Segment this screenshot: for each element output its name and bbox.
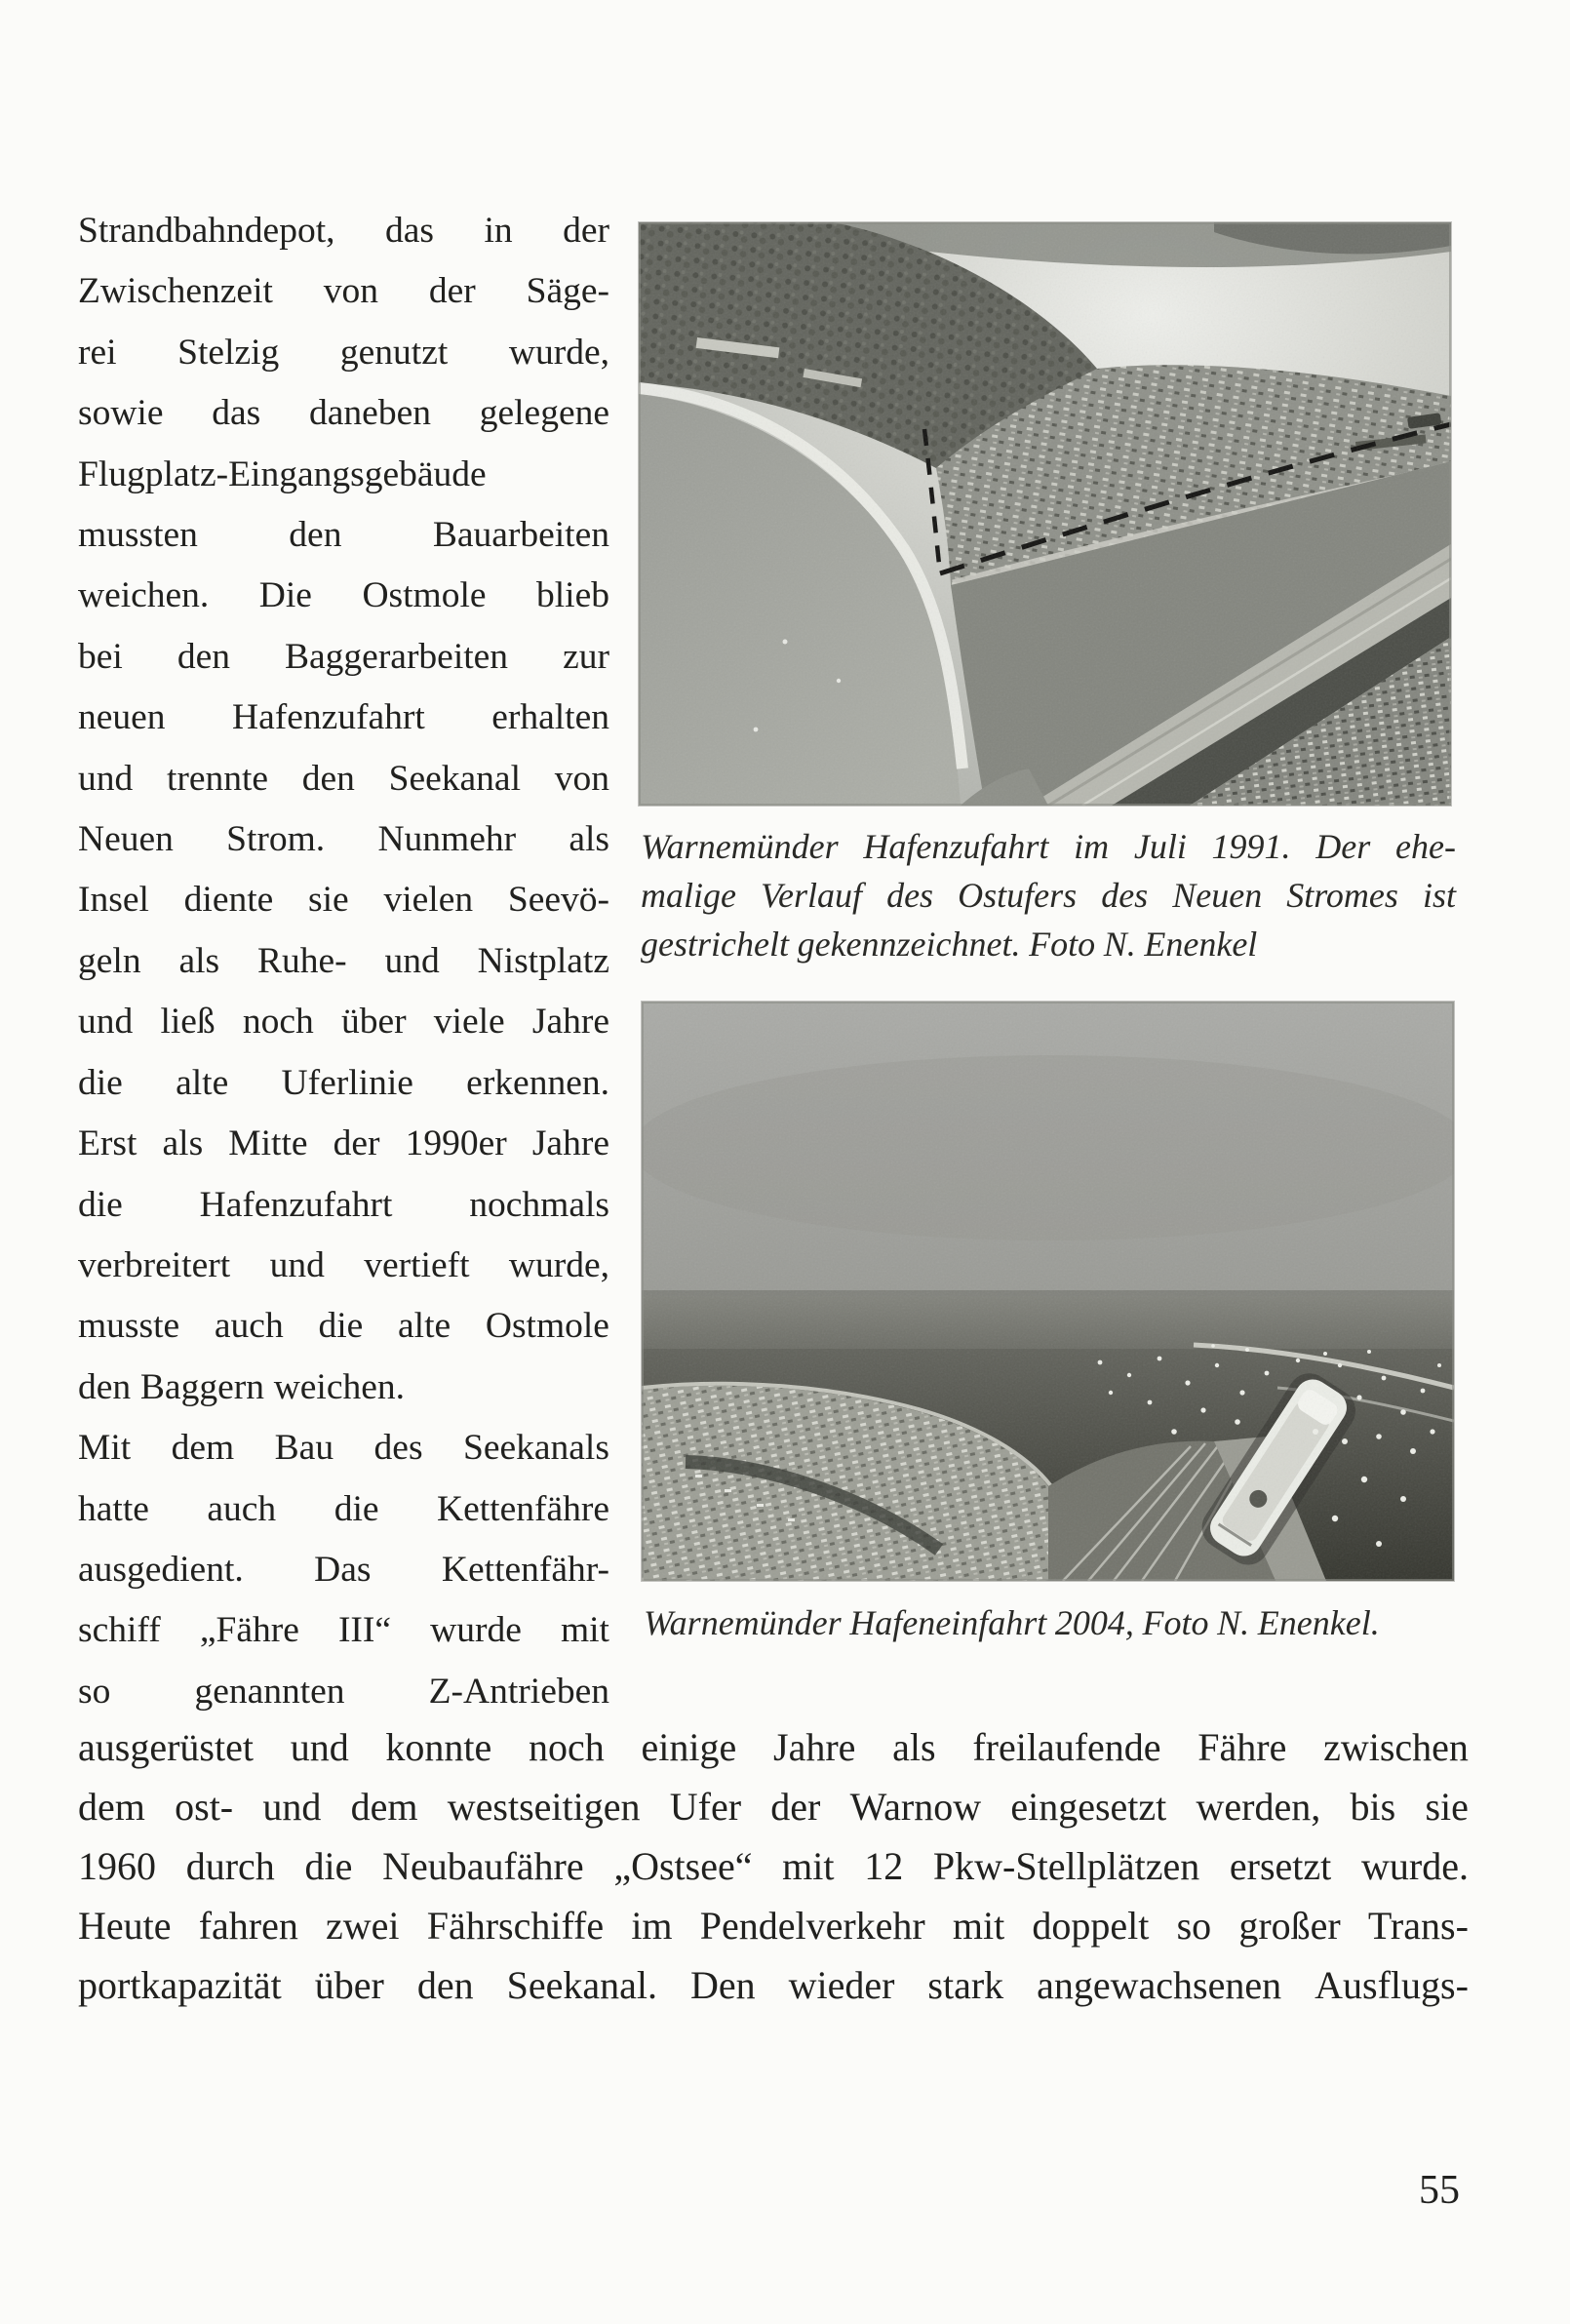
figure-caption-1991 — [641, 822, 1456, 968]
text-line: rei Stelzig genutzt wurde, — [78, 332, 609, 373]
text-line: Warnemünder Hafenzufahrt im Juli 1991. Der ehe- — [641, 827, 1456, 866]
text-line: weichen. Die Ostmole blieb — [78, 575, 609, 616]
text-line: Strandbahndepot, das in der — [78, 211, 609, 251]
text-line: Erst als Mitte der 1990er Jahre — [78, 1123, 609, 1164]
text-line: mussten den Bauarbeiten — [78, 515, 609, 556]
text-line: den Baggern weichen. — [78, 1366, 406, 1407]
text-line: hatte auch die Kettenfähre — [78, 1488, 609, 1529]
body-text-left-column — [78, 201, 609, 1722]
text-line: so genannten Z-Antrieben — [78, 1671, 609, 1712]
figure-caption-2004 — [644, 1598, 1459, 1647]
aerial-photo-2004 — [642, 1002, 1454, 1581]
aerial-photo-1991 — [639, 222, 1451, 806]
text-line: ausgedient. Das Kettenfähr- — [78, 1549, 609, 1590]
text-line: geln als Ruhe- und Nistplatz — [78, 940, 609, 981]
text-line: Warnemünder Hafeneinfahrt 2004, Foto N. Enenkel. — [644, 1603, 1380, 1642]
page-number: 55 — [1419, 2168, 1460, 2213]
figure-aerial-photo-2004 — [642, 1002, 1454, 1581]
figure-aerial-photo-1991 — [639, 222, 1451, 806]
text-line: neuen Hafenzufahrt erhalten — [78, 697, 609, 738]
text-line: Heute fahren zwei Fährschiffe im Pendelverkehr mit doppelt so großer Trans- — [78, 1904, 1469, 1948]
text-line: bei den Baggerarbeiten zur — [78, 636, 609, 677]
text-line: verbreitert und vertieft wurde, — [78, 1244, 609, 1285]
text-line: Mit dem Bau des Seekanals — [78, 1428, 609, 1469]
text-line: schiff „Fähre III“ wurde mit — [78, 1610, 609, 1651]
text-line: dem ost- und dem westseitigen Ufer der Warnow eingesetzt werden, bis sie — [78, 1785, 1469, 1829]
text-line: die alte Uferlinie erkennen. — [78, 1062, 609, 1103]
text-line: sowie das daneben gelegene — [78, 393, 609, 434]
text-line: die Hafenzufahrt nochmals — [78, 1184, 609, 1225]
text-line: ausgerüstet und konnte noch einige Jahre als freilaufende Fähre zwischen — [78, 1725, 1469, 1769]
text-line: gestrichelt gekennzeichnet. Foto N. Enenkel — [641, 925, 1258, 964]
text-line: Insel diente sie vielen Seevö- — [78, 880, 609, 921]
text-line: 1960 durch die Neubaufähre „Ostsee“ mit 12 Pkw-Stellplätzen ersetzt wurde. — [78, 1844, 1469, 1888]
text-line: Neuen Strom. Nunmehr als — [78, 819, 609, 860]
text-line: portkapazität über den Seekanal. Den wieder stark angewachsenen Ausflugs- — [78, 1963, 1469, 2007]
text-line: malige Verlauf des Ostufers des Neuen Stromes ist — [641, 876, 1456, 915]
text-line: Flugplatz-Eingangsgebäude — [78, 453, 487, 494]
text-line: musste auch die alte Ostmole — [78, 1306, 609, 1347]
body-text-bottom — [78, 1717, 1469, 2015]
text-line: und trennte den Seekanal von — [78, 758, 609, 799]
text-line: Zwischenzeit von der Säge- — [78, 271, 609, 312]
text-line: und ließ noch über viele Jahre — [78, 1002, 609, 1043]
